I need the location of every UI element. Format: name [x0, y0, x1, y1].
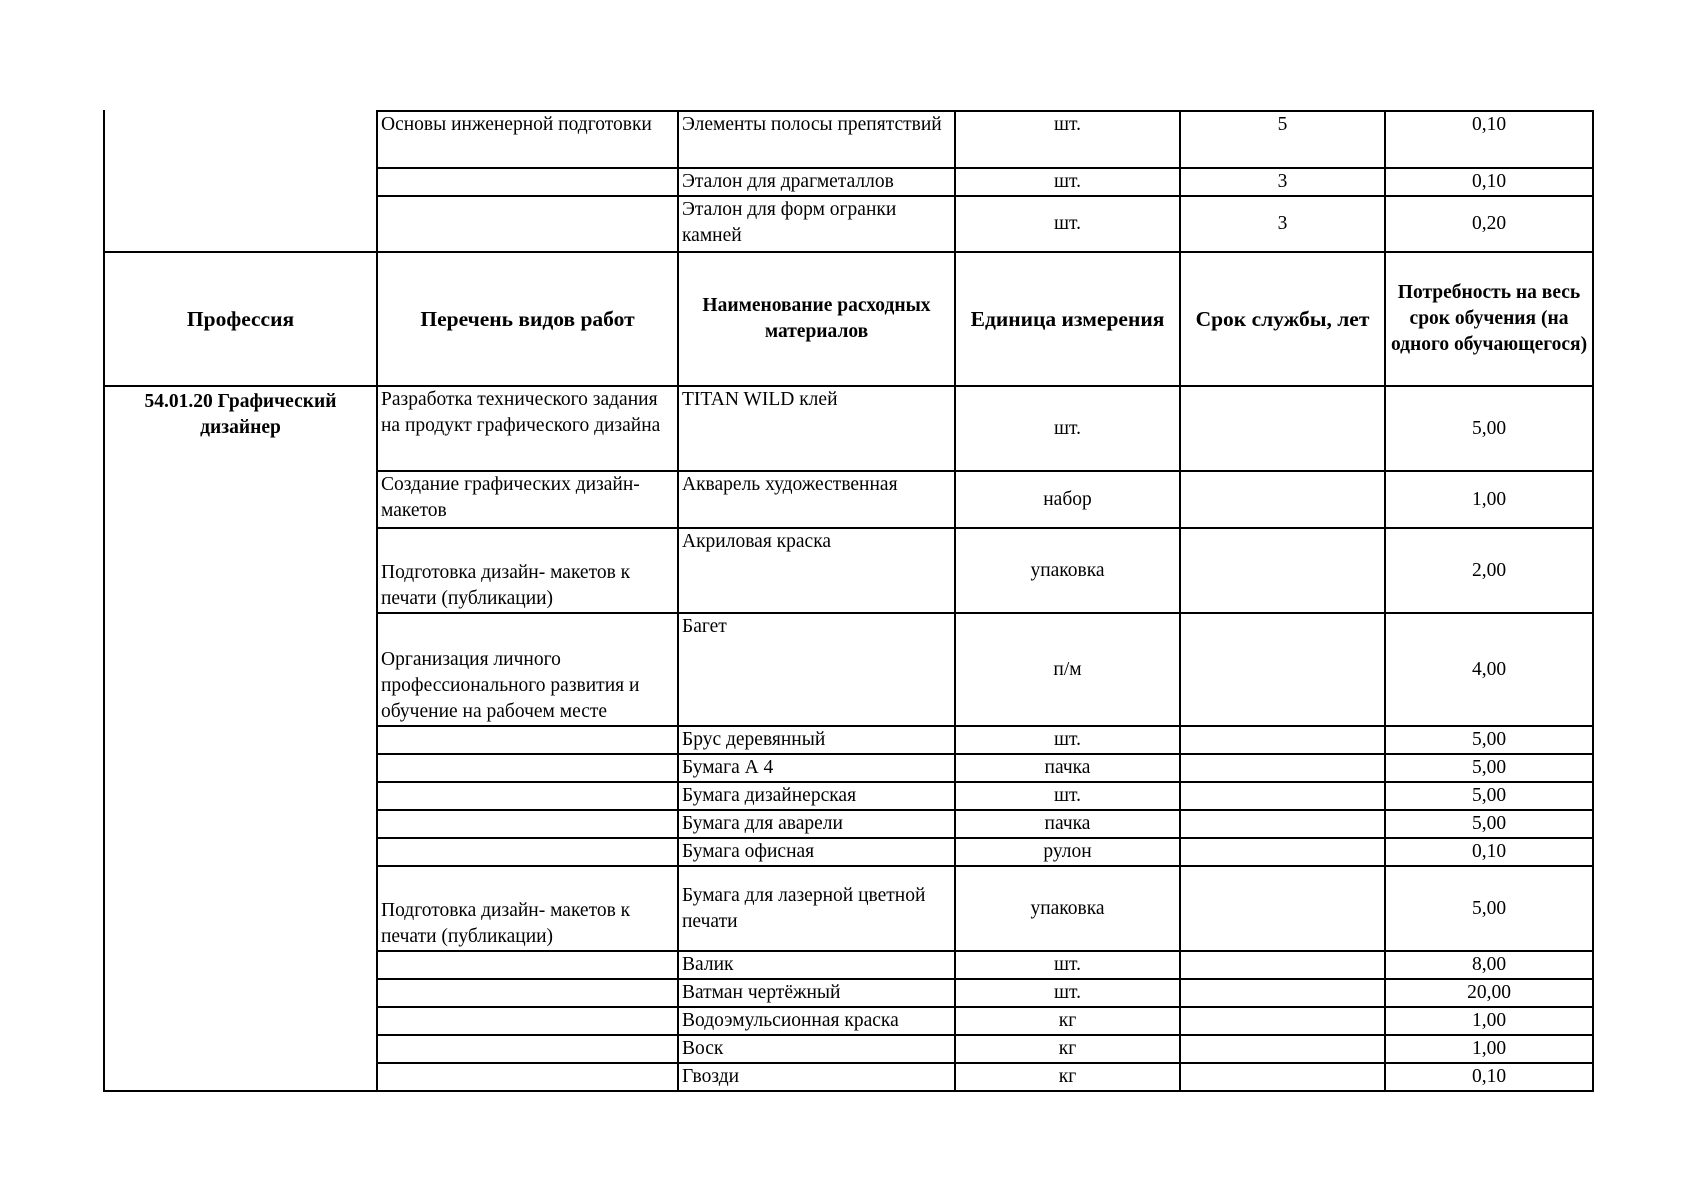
material-cell: Гвозди: [678, 1063, 955, 1091]
need-cell: 0,10: [1385, 1063, 1593, 1091]
unit-cell: шт.: [955, 951, 1180, 979]
unit-cell: набор: [955, 471, 1180, 528]
work-cell: [377, 782, 678, 810]
header-works: Перечень видов работ: [377, 252, 678, 386]
material-cell: Валик: [678, 951, 955, 979]
life-cell: [1180, 838, 1385, 866]
work-cell: [377, 726, 678, 754]
life-cell: 3: [1180, 196, 1385, 252]
unit-cell: п/м: [955, 613, 1180, 726]
unit-cell: упаковка: [955, 528, 1180, 613]
header-life: Срок службы, лет: [1180, 252, 1385, 386]
work-cell: [377, 754, 678, 782]
material-cell: Бумага офисная: [678, 838, 955, 866]
material-cell: Бумага дизайнерская: [678, 782, 955, 810]
need-cell: 0,10: [1385, 168, 1593, 196]
unit-cell: шт.: [955, 979, 1180, 1007]
material-cell: Акриловая краска: [678, 528, 955, 613]
life-cell: [1180, 471, 1385, 528]
need-cell: 0,10: [1385, 838, 1593, 866]
work-cell: [377, 168, 678, 196]
work-cell: [377, 810, 678, 838]
need-cell: 1,00: [1385, 1007, 1593, 1035]
header-unit: Единица измерения: [955, 252, 1180, 386]
need-cell: 0,20: [1385, 196, 1593, 252]
material-cell: TITAN WILD клей: [678, 386, 955, 471]
work-cell: [377, 196, 678, 252]
unit-cell: шт.: [955, 726, 1180, 754]
life-cell: [1180, 726, 1385, 754]
life-cell: [1180, 386, 1385, 471]
material-cell: Ватман чертёжный: [678, 979, 955, 1007]
unit-cell: шт.: [955, 196, 1180, 252]
unit-cell: рулон: [955, 838, 1180, 866]
header-profession: Профессия: [104, 252, 377, 386]
need-cell: 0,10: [1385, 111, 1593, 168]
work-cell: [377, 1007, 678, 1035]
work-cell: [377, 951, 678, 979]
unit-cell: пачка: [955, 754, 1180, 782]
life-cell: [1180, 782, 1385, 810]
need-cell: 5,00: [1385, 866, 1593, 951]
material-cell: Акварель художественная: [678, 471, 955, 528]
life-cell: 3: [1180, 168, 1385, 196]
need-cell: 1,00: [1385, 1035, 1593, 1063]
work-cell: [377, 979, 678, 1007]
material-cell: Бумага А 4: [678, 754, 955, 782]
life-cell: [1180, 951, 1385, 979]
need-cell: 5,00: [1385, 386, 1593, 471]
unit-cell: кг: [955, 1035, 1180, 1063]
life-cell: [1180, 979, 1385, 1007]
work-cell: Основы инженерной подготовки: [377, 111, 678, 168]
unit-cell: шт.: [955, 386, 1180, 471]
need-cell: 5,00: [1385, 782, 1593, 810]
work-cell: [377, 838, 678, 866]
work-cell: Подготовка дизайн- макетов к печати (публикации): [377, 866, 678, 951]
material-cell: Эталон для драгметаллов: [678, 168, 955, 196]
need-cell: 5,00: [1385, 726, 1593, 754]
life-cell: [1180, 1007, 1385, 1035]
work-cell: Разработка технического задания на продукт графического дизайна: [377, 386, 678, 471]
need-cell: 1,00: [1385, 471, 1593, 528]
need-cell: 4,00: [1385, 613, 1593, 726]
unit-cell: шт.: [955, 111, 1180, 168]
life-cell: [1180, 613, 1385, 726]
life-cell: [1180, 866, 1385, 951]
unit-cell: кг: [955, 1007, 1180, 1035]
materials-table: [103, 110, 1594, 1092]
unit-cell: пачка: [955, 810, 1180, 838]
need-cell: 5,00: [1385, 754, 1593, 782]
header-need: Потребность на весь срок обучения (на одного обучающегося): [1385, 252, 1593, 386]
material-cell: Водоэмульсионная краска: [678, 1007, 955, 1035]
life-cell: [1180, 528, 1385, 613]
material-cell: Багет: [678, 613, 955, 726]
need-cell: 2,00: [1385, 528, 1593, 613]
profession-cell: 54.01.20 Графический дизайнер: [104, 386, 377, 1091]
work-cell: [377, 1063, 678, 1091]
table-row: [104, 386, 1593, 471]
work-cell: Организация личного профессионального развития и обучение на рабочем месте: [377, 613, 678, 726]
work-cell: [377, 1035, 678, 1063]
profession-cell-empty: [104, 111, 377, 252]
material-cell: Эталон для форм огранки камней: [678, 196, 955, 252]
life-cell: 5: [1180, 111, 1385, 168]
unit-cell: кг: [955, 1063, 1180, 1091]
need-cell: 5,00: [1385, 810, 1593, 838]
material-cell: Элементы полосы препятствий: [678, 111, 955, 168]
material-cell: Бумага для лазерной цветной печати: [678, 866, 955, 951]
table-row: [104, 111, 1593, 168]
work-cell: Создание графических дизайн-макетов: [377, 471, 678, 528]
unit-cell: шт.: [955, 782, 1180, 810]
life-cell: [1180, 1063, 1385, 1091]
material-cell: Воск: [678, 1035, 955, 1063]
life-cell: [1180, 754, 1385, 782]
material-cell: Бумага для аварели: [678, 810, 955, 838]
need-cell: 20,00: [1385, 979, 1593, 1007]
table-header-row: [104, 252, 1593, 386]
life-cell: [1180, 810, 1385, 838]
work-cell: Подготовка дизайн- макетов к печати (публикации): [377, 528, 678, 613]
material-cell: Брус деревянный: [678, 726, 955, 754]
unit-cell: шт.: [955, 168, 1180, 196]
header-materials: Наименование расходных материалов: [678, 252, 955, 386]
life-cell: [1180, 1035, 1385, 1063]
need-cell: 8,00: [1385, 951, 1593, 979]
unit-cell: упаковка: [955, 866, 1180, 951]
